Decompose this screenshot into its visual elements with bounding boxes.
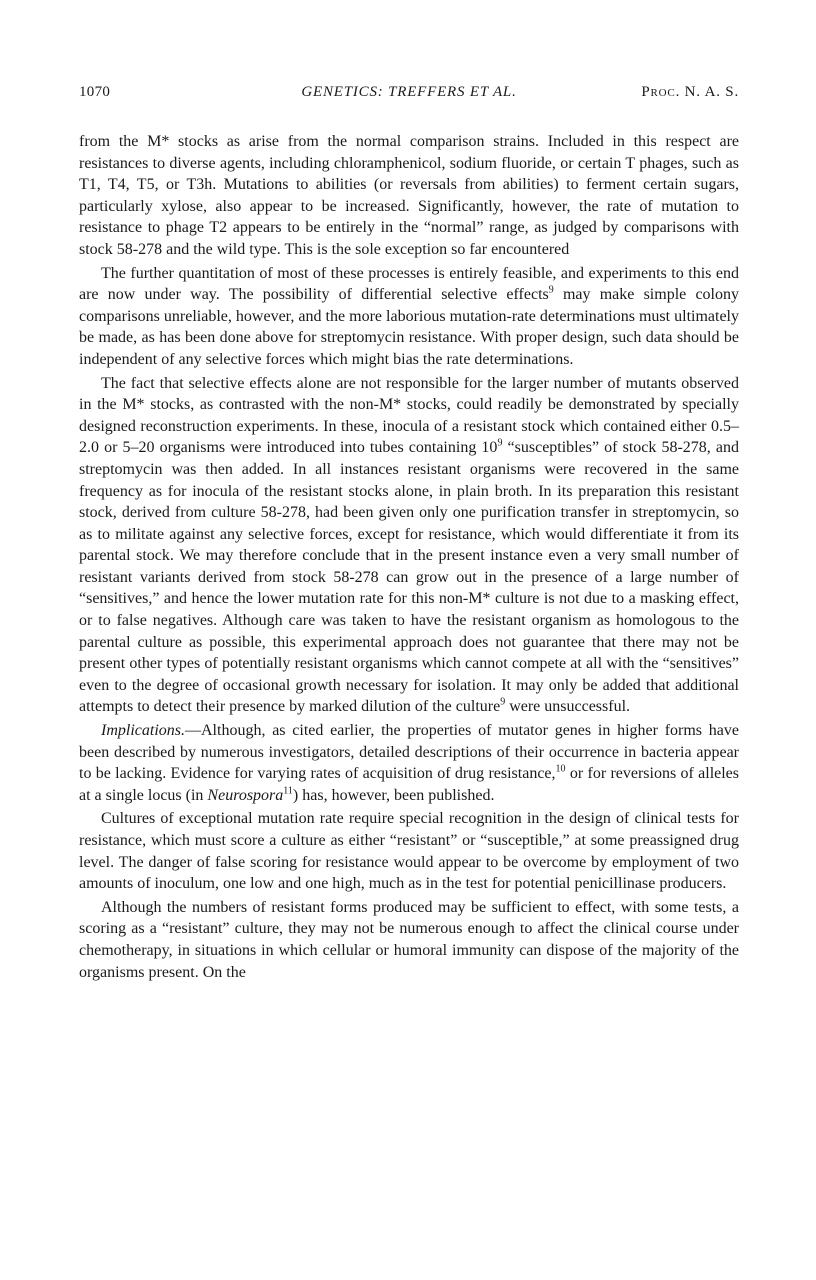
page-number: 1070 [79, 84, 111, 100]
journal-name: Proc. N. A. S. [641, 84, 739, 100]
reference-superscript: 11 [283, 785, 293, 797]
genus-name: Neurospora [207, 786, 284, 804]
exponent-superscript: 9 [497, 437, 503, 449]
journal-page [79, 84, 739, 985]
paragraph-implications: Implications.—Although, as cited earlier, the properties of mutator genes in higher forms have been described by numerous investigators, detailed descriptions of their occurrence in bacteria appear to be lacking. Evidence for varying rates of acquisition of drug resistance,$^{10}$ or for reversions of alleles at a single locus (in Neurospora$^{11}$) has, however, been published. [79, 722, 740, 804]
reference-superscript: 9 [500, 697, 506, 709]
running-head [79, 84, 739, 108]
paragraph-reconstruction-experiments: The fact that selective effects alone are not responsible for the larger number of mutants observed in the M* stocks, as contrasted with the non-M* stocks, could readily be demonstrated by specially designed reconstruction experiments. In these, inocula of a resistant stock which contained either 0.5–2.0 or 5–20 organisms were introduced into tubes containing $10^9$ “susceptibles” of stock 58-278, and streptomycin was then added. In all instances resistant organisms were recovered in the same frequency as for inocula of the resistant stocks alone, in plain broth. In its preparation this resistant stock, derived from culture 58-278, had been given only one purification transfer in streptomycin, so as to militate against any selective forces, except for resistance, which would differentiate it from its parental stock. We may therefore conclude that in the present instance even a very small number of resistant variants derived from stock 58-278 can grow out in the presence of a large number of “sensitives,” and hence the lower mutation rate for this non-M* culture is not due to a masking effect, or to false negatives. Although care was taken to have the resistant organism as homologous to the parental culture as possible, this experimental approach does not guarantee that there may not be present other types of potentially resistant organisms which cannot compete at all with the “sensitives” even to the degree of occasional growth necessary for isolation. It may only be added that additional attempts to detect their presence by marked dilution of the culture$^9$ were unsuccessful. [79, 374, 739, 716]
article-body [79, 131, 739, 983]
reference-superscript: 9 [548, 284, 554, 296]
paragraph-chemotherapy: Although the numbers of resistant forms produced may be sufficient to effect, with some tests, a scoring as a “resistant” culture, they may not be numerous enough to affect the clinical course under chemotherapy, in situations in which cellular or humoral immunity can dispose of the majority of the organisms present. On the [79, 898, 739, 981]
paragraph-quantitation: The further quantitation of most of these processes is entirely feasible, and experiments to this end are now under way. The possibility of differential selective effects$^9$ may make simple colony comparisons unreliable, however, and the more laborious mutation-rate determinations must ultimately be made, as has been done above for streptomycin resistance. With proper design, such data should be independent of any selective forces which might bias the rate determinations. [79, 264, 740, 368]
paragraph-continuation: from the M* stocks as arise from the normal comparison strains. Included in this respect are resistances to diverse agents, including chloramphenicol, sodium fluoride, or certain T phages, such as T1, T4, T5, or T3h. Mutations to abilities (or reversals from abilities) to ferment certain sugars, particularly xylose, also appear to be increased. Significantly, however, the rate of mutation to resistance to phage T2 appears to be entirely in the “normal” range, as judged by comparisons with stock 58-278 and the wild type. This is the sole exception so far encountered [79, 133, 739, 258]
paragraph-clinical-tests: Cultures of exceptional mutation rate require special recognition in the design of clinical tests for resistance, which must score a culture as either “resistant” or “susceptible,” at some preassigned drug level. The danger of false scoring for resistance would appear to be overcome by employment of two amounts of inoculum, one low and one high, much as in the test for potential penicillinase producers. [79, 810, 739, 893]
running-title: GENETICS: TREFFERS ET AL. [301, 84, 517, 100]
section-heading-implications: Implications. [101, 722, 185, 740]
reference-superscript: 10 [555, 763, 566, 775]
